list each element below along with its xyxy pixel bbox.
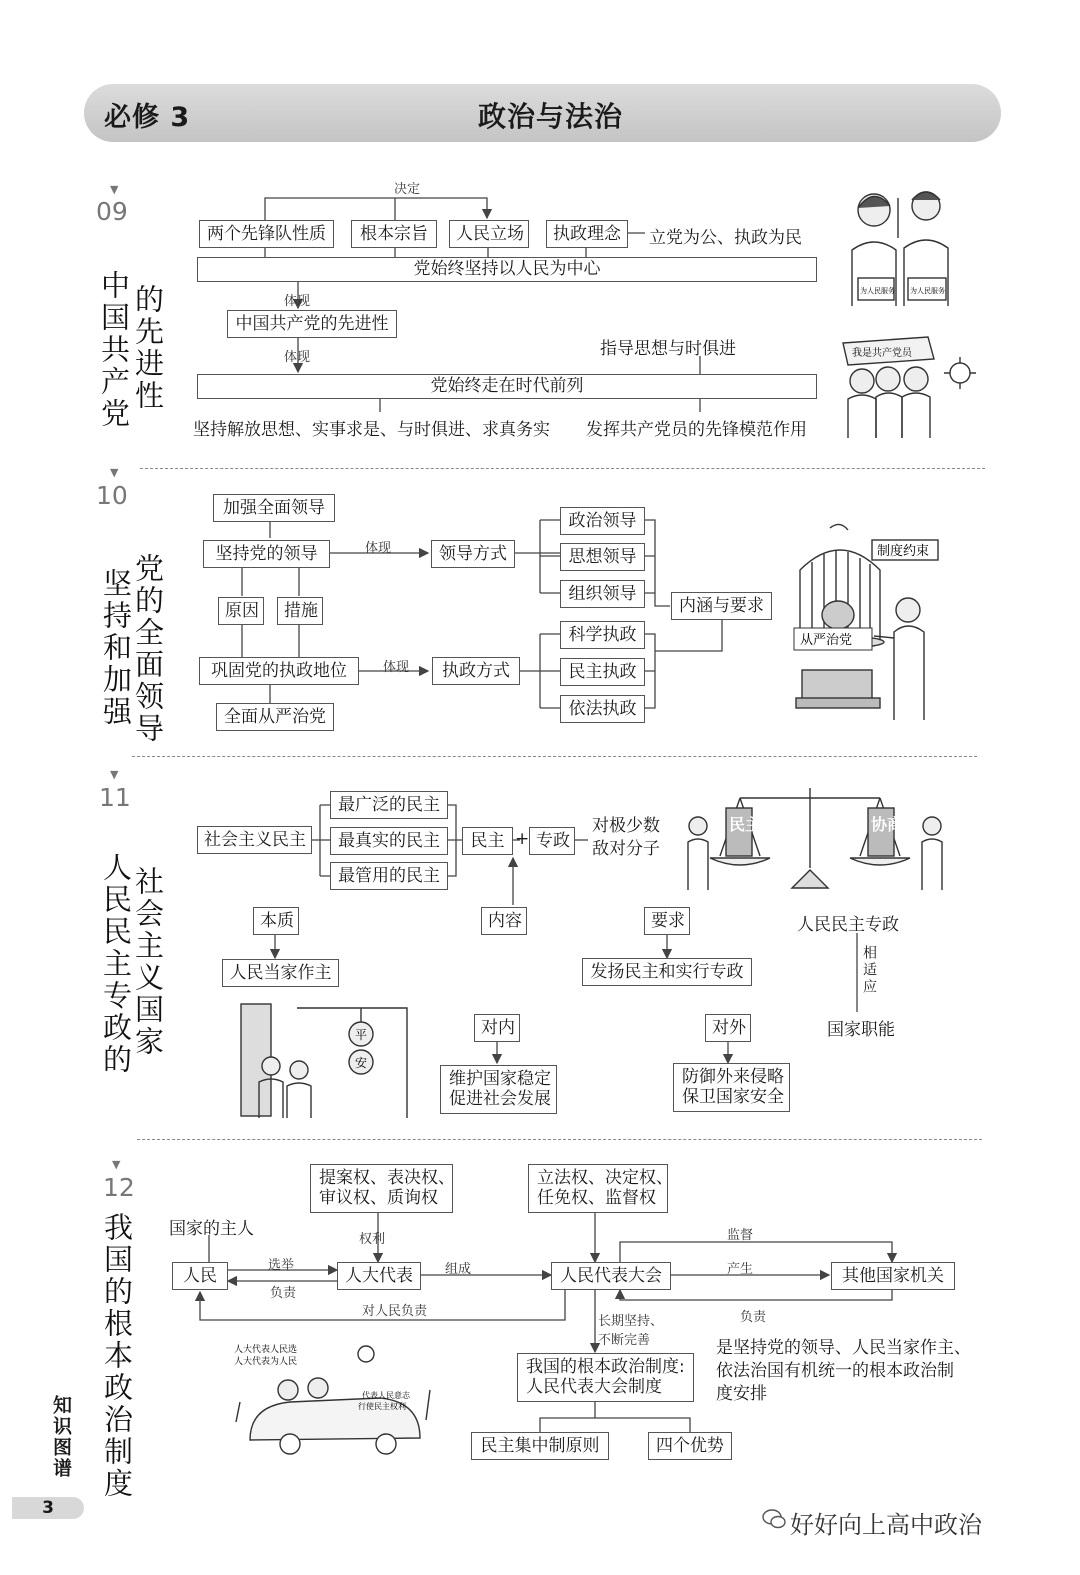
box-uphold-leadership: 坚持党的领导 [203,540,330,568]
text-masters: 国家的主人 [169,1219,254,1239]
box-stability: 维护国家稳定 促进社会发展 [440,1065,557,1114]
box-people-masters: 人民当家作主 [222,959,339,987]
watermark: 好好向上高中政治 [790,1511,982,1539]
box-people: 人民 [172,1262,228,1290]
car-text-4: 行使民主权利 [358,1402,406,1411]
text-governing-concept: 立党为公、执政为民 [649,228,802,248]
section-title-line2: 党的全面领导 [131,553,165,745]
divider [137,1139,982,1140]
box-requirement: 要求 [644,907,690,935]
text-hostile-elements: 对极少数 敌对分子 [592,816,660,859]
box-law-based: 依法执政 [560,695,645,723]
box-ideological-leadership: 思想领导 [560,543,645,571]
section-title-line1: 坚持和加强 [99,568,133,728]
box-reason: 原因 [218,597,264,625]
box-people-centered: 党始终坚持以人民为中心 [197,257,817,282]
divider [132,756,977,757]
box-people-stance: 人民立场 [449,220,529,248]
section-title-line1: 人民民主专政的 [99,852,133,1076]
lantern-ping: 平 [355,1028,368,1042]
label-elect: 选举 [268,1258,295,1273]
section-number: 11 [99,783,131,812]
box-vanguard: 两个先锋队性质 [199,220,334,248]
box-essence: 本质 [253,907,299,935]
section-number: 10 [96,481,128,510]
label-embody-2: 体现 [383,660,410,675]
box-democracy: 民主 [462,827,513,855]
label-embody-2: 体现 [284,350,311,365]
divider [140,468,985,469]
scale-right-text: 协商 [871,815,904,834]
cage-label-strict: 从严治党 [800,633,853,648]
label-embody-1: 体现 [284,294,311,309]
text-principles: 坚持解放思想、实事求是、与时俱进、求真务实 [193,420,550,440]
section-title-line1: 中国共产党 [97,270,131,430]
label-long-term: 长期坚持、 不断完善 [598,1314,664,1348]
badge-1: 为人民服务 [860,287,895,295]
box-governing-concept: 执政理念 [546,220,628,248]
knowledge-map-tag: 知识图谱 [50,1395,72,1479]
box-defense: 防御外来侵略 保卫国家安全 [673,1063,790,1112]
page-number: 3 [12,1497,84,1519]
label-adapt: 相适应 [861,945,877,996]
text-vanguard-role: 发挥共产党员的先锋模范作用 [586,420,807,440]
box-purpose: 根本宗旨 [351,220,437,248]
box-content: 内容 [481,907,527,935]
section-number: 09 [96,197,128,226]
box-peoples-congress: 人民代表大会 [551,1262,671,1290]
text-state-function: 国家职能 [827,1020,895,1040]
illustration-serve-people [838,178,956,306]
label-responsible: 负责 [270,1286,297,1301]
box-other-organs: 其他国家机关 [831,1262,955,1290]
box-truest: 最真实的民主 [330,827,448,855]
label-embody-1: 体现 [365,541,392,556]
box-consolidate: 巩固党的执政地位 [199,657,359,685]
car-text-3: 代表人民意志 [362,1391,410,1400]
banner-text: 我是共产党员 [852,348,912,359]
box-measure: 措施 [277,597,323,625]
illustration-scale [680,778,950,896]
box-party-advanced: 中国共产党的先进性 [227,310,397,338]
box-widest: 最广泛的民主 [330,791,448,819]
section-title: 我国的根本政治制度 [100,1212,134,1500]
badge-2: 为人民服务 [910,287,945,295]
box-political-leadership: 政治领导 [560,507,645,535]
box-fundamental-system: 我国的根本政治制度: 人民代表大会制度 [517,1353,694,1402]
box-strengthen: 加强全面领导 [213,494,335,522]
course-label: 必修 3 [104,102,191,133]
label-responsible-2: 负责 [740,1310,767,1325]
label-rights: 权利 [359,1232,386,1247]
box-forefront: 党始终走在时代前列 [197,374,817,399]
section-marker-icon: ▼ [110,466,119,479]
box-organizational-leadership: 组织领导 [560,580,645,608]
car-text-1: 人大代表人民选 [234,1345,298,1355]
box-internal: 对内 [474,1014,520,1042]
box-governing-mode: 执政方式 [432,657,520,685]
section-title-line2: 社会主义国家 [131,866,165,1058]
illustration-cage [790,520,950,725]
label-compose: 组成 [445,1262,472,1277]
box-connotation: 内涵与要求 [671,592,772,620]
illustration-party-member [838,333,978,438]
text-pdd: 人民民主专政 [797,915,899,935]
label-produce: 产生 [727,1262,754,1277]
box-socialist-democracy: 社会主义民主 [197,826,312,854]
section-marker-icon: ▼ [110,768,119,781]
plus-sign: + [515,829,530,849]
box-strict-governance: 全面从严治党 [216,703,334,731]
section-marker-icon: ▼ [110,183,119,196]
illustration-car [230,1340,440,1458]
box-external: 对外 [705,1014,751,1042]
box-congress-powers: 立法权、决定权、 任免权、监督权 [528,1164,668,1213]
scale-left-text: 民主 [729,815,762,834]
page-title: 政治与法治 [478,100,624,133]
section-number: 12 [103,1173,135,1202]
section-title-line2: 的先进性 [131,284,165,412]
label-supervise: 监督 [727,1228,754,1243]
box-dictatorship: 专政 [529,827,575,855]
box-most-useful: 最管用的民主 [330,862,448,890]
box-npc-deputies: 人大代表 [337,1262,421,1290]
box-develop-democracy: 发扬民主和实行专政 [582,958,752,986]
box-democratic: 民主执政 [560,658,645,686]
box-four-advantages: 四个优势 [648,1432,732,1460]
illustration-peace [237,998,409,1120]
label-decide: 决定 [394,182,421,197]
text-system-description: 是坚持党的领导、人民当家作主、 依法治国有机统一的根本政治制 度安排 [716,1338,971,1404]
car-text-2: 人大代表为人民 [234,1357,298,1367]
cage-label-system: 制度约束 [877,544,930,559]
wechat-icon [762,1508,786,1530]
text-guiding-thought: 指导思想与时俱进 [600,339,736,359]
box-leadership-mode: 领导方式 [431,540,515,568]
box-democratic-centralism: 民主集中制原则 [471,1432,609,1460]
section-marker-icon: ▼ [112,1158,121,1171]
box-deputy-rights: 提案权、表决权、 审议权、质询权 [310,1164,453,1213]
box-scientific: 科学执政 [560,621,645,649]
label-responsible-to-people: 对人民负责 [362,1304,428,1319]
lantern-an: 安 [355,1056,368,1070]
